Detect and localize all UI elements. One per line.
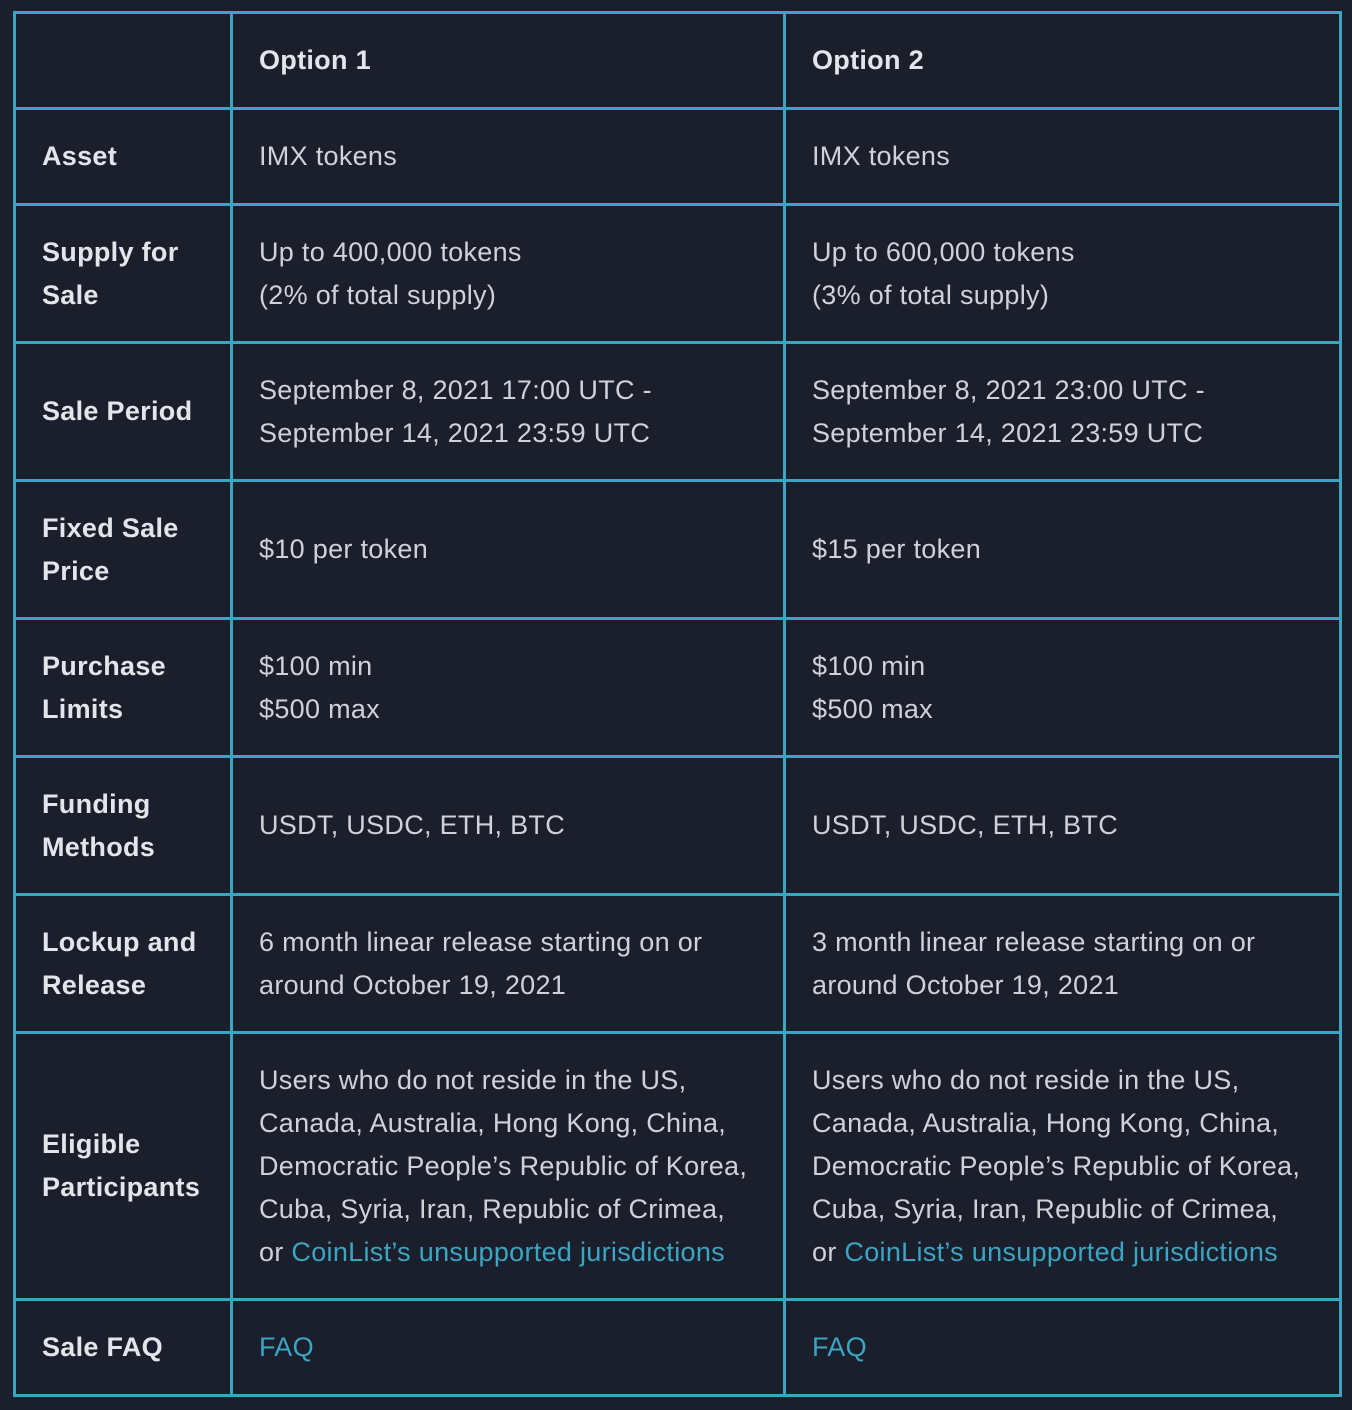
- asset-option-1: IMX tokens: [232, 109, 785, 205]
- lockup-option-2-line: 3 month linear release starting on or: [812, 926, 1256, 957]
- price-option-2: $15 per token: [785, 481, 1341, 619]
- sale-period-option-1: [232, 343, 785, 481]
- table-row-lockup: [15, 895, 1341, 1033]
- row-label-lockup-line: Release: [42, 969, 147, 1000]
- supply-option-1-line: (2% of total supply): [259, 279, 497, 310]
- header-row: [15, 13, 1341, 109]
- lockup-option-2-line: around October 19, 2021: [812, 969, 1120, 1000]
- eligible-option-2-line: Users who do not reside in the US,: [812, 1064, 1240, 1095]
- eligible-option-1-line: Cuba, Syria, Iran, Republic of Crimea,: [259, 1193, 726, 1224]
- limits-option-2-line: $100 min: [812, 650, 926, 681]
- header-option-1: Option 1: [232, 13, 785, 109]
- row-label-price: [15, 481, 232, 619]
- funding-option-1: USDT, USDC, ETH, BTC: [232, 757, 785, 895]
- limits-option-1-line: $100 min: [259, 650, 373, 681]
- unsupported-jurisdictions-link[interactable]: CoinList’s unsupported jurisdictions: [844, 1236, 1278, 1267]
- or-prefix: or: [812, 1236, 845, 1267]
- sale-period-option-2-line: September 8, 2021 23:00 UTC -: [812, 374, 1205, 405]
- limits-option-2: [785, 619, 1341, 757]
- row-label-price-line: Fixed Sale: [42, 512, 179, 543]
- supply-option-1-line: Up to 400,000 tokens: [259, 236, 522, 267]
- sale-period-option-1-line: September 14, 2021 23:59 UTC: [259, 417, 651, 448]
- row-label-eligible-line: Participants: [42, 1172, 201, 1202]
- supply-option-2-line: Up to 600,000 tokens: [812, 236, 1075, 267]
- row-label-limits-line: Purchase: [42, 650, 166, 681]
- table-row-supply: [15, 205, 1341, 343]
- faq-link-option-2[interactable]: FAQ: [812, 1332, 867, 1362]
- limits-option-1-line: $500 max: [259, 693, 380, 724]
- unsupported-jurisdictions-link[interactable]: CoinList’s unsupported jurisdictions: [291, 1236, 725, 1267]
- faq-option-2: [785, 1300, 1341, 1396]
- supply-option-2: [785, 205, 1341, 343]
- row-label-limits: [15, 619, 232, 757]
- row-label-funding-line: Methods: [42, 831, 156, 862]
- table-row-faq: [15, 1300, 1341, 1396]
- table-row-eligible: [15, 1033, 1341, 1300]
- header-corner-cell: [15, 13, 232, 109]
- row-label-lockup: [15, 895, 232, 1033]
- row-label-funding-line: Funding: [42, 788, 151, 819]
- faq-link-option-1[interactable]: FAQ: [259, 1332, 314, 1362]
- sale-period-option-1-line: September 8, 2021 17:00 UTC -: [259, 374, 652, 405]
- lockup-option-1: [232, 895, 785, 1033]
- table-row-asset: [15, 109, 1341, 205]
- row-label-limits-line: Limits: [42, 693, 124, 724]
- sale-period-option-2: [785, 343, 1341, 481]
- price-option-1: $10 per token: [232, 481, 785, 619]
- sale-comparison-table-container: [13, 11, 1339, 1397]
- eligible-option-2-line: Canada, Australia, Hong Kong, China,: [812, 1107, 1280, 1138]
- eligible-option-2: [785, 1033, 1341, 1300]
- row-label-supply-line: Sale: [42, 279, 99, 310]
- supply-option-2-line: (3% of total supply): [812, 279, 1050, 310]
- row-label-funding: [15, 757, 232, 895]
- row-label-supply: [15, 205, 232, 343]
- row-label-eligible-line: Eligible: [42, 1129, 141, 1159]
- row-label-eligible: [15, 1033, 232, 1300]
- table-row-sale-period: [15, 343, 1341, 481]
- row-label-price-line: Price: [42, 555, 110, 586]
- funding-option-2: USDT, USDC, ETH, BTC: [785, 757, 1341, 895]
- header-option-2: Option 2: [785, 13, 1341, 109]
- row-label-sale-period: Sale Period: [15, 343, 232, 481]
- eligible-option-2-line: Cuba, Syria, Iran, Republic of Crimea,: [812, 1193, 1279, 1224]
- eligible-option-2-last-line: [812, 1231, 1313, 1274]
- table-row-funding: [15, 757, 1341, 895]
- row-label-faq: Sale FAQ: [15, 1300, 232, 1396]
- limits-option-1: [232, 619, 785, 757]
- table-row-price: [15, 481, 1341, 619]
- row-label-lockup-line: Lockup and: [42, 926, 197, 957]
- lockup-option-1-line: around October 19, 2021: [259, 969, 567, 1000]
- eligible-option-1: [232, 1033, 785, 1300]
- lockup-option-1-line: 6 month linear release starting on or: [259, 926, 703, 957]
- eligible-option-1-last-line: [259, 1231, 757, 1274]
- supply-option-1: [232, 205, 785, 343]
- eligible-option-1-line: Canada, Australia, Hong Kong, China,: [259, 1107, 727, 1138]
- faq-option-1: [232, 1300, 785, 1396]
- asset-option-2: IMX tokens: [785, 109, 1341, 205]
- or-prefix: or: [259, 1236, 292, 1267]
- row-label-supply-line: Supply for: [42, 236, 179, 267]
- eligible-option-2-line: Democratic People’s Republic of Korea,: [812, 1150, 1301, 1181]
- eligible-option-1-line: Democratic People’s Republic of Korea,: [259, 1150, 748, 1181]
- sale-comparison-table: [13, 11, 1342, 1397]
- table-row-limits: [15, 619, 1341, 757]
- limits-option-2-line: $500 max: [812, 693, 933, 724]
- eligible-option-1-line: Users who do not reside in the US,: [259, 1064, 687, 1095]
- row-label-asset: Asset: [15, 109, 232, 205]
- sale-period-option-2-line: September 14, 2021 23:59 UTC: [812, 417, 1204, 448]
- lockup-option-2: [785, 895, 1341, 1033]
